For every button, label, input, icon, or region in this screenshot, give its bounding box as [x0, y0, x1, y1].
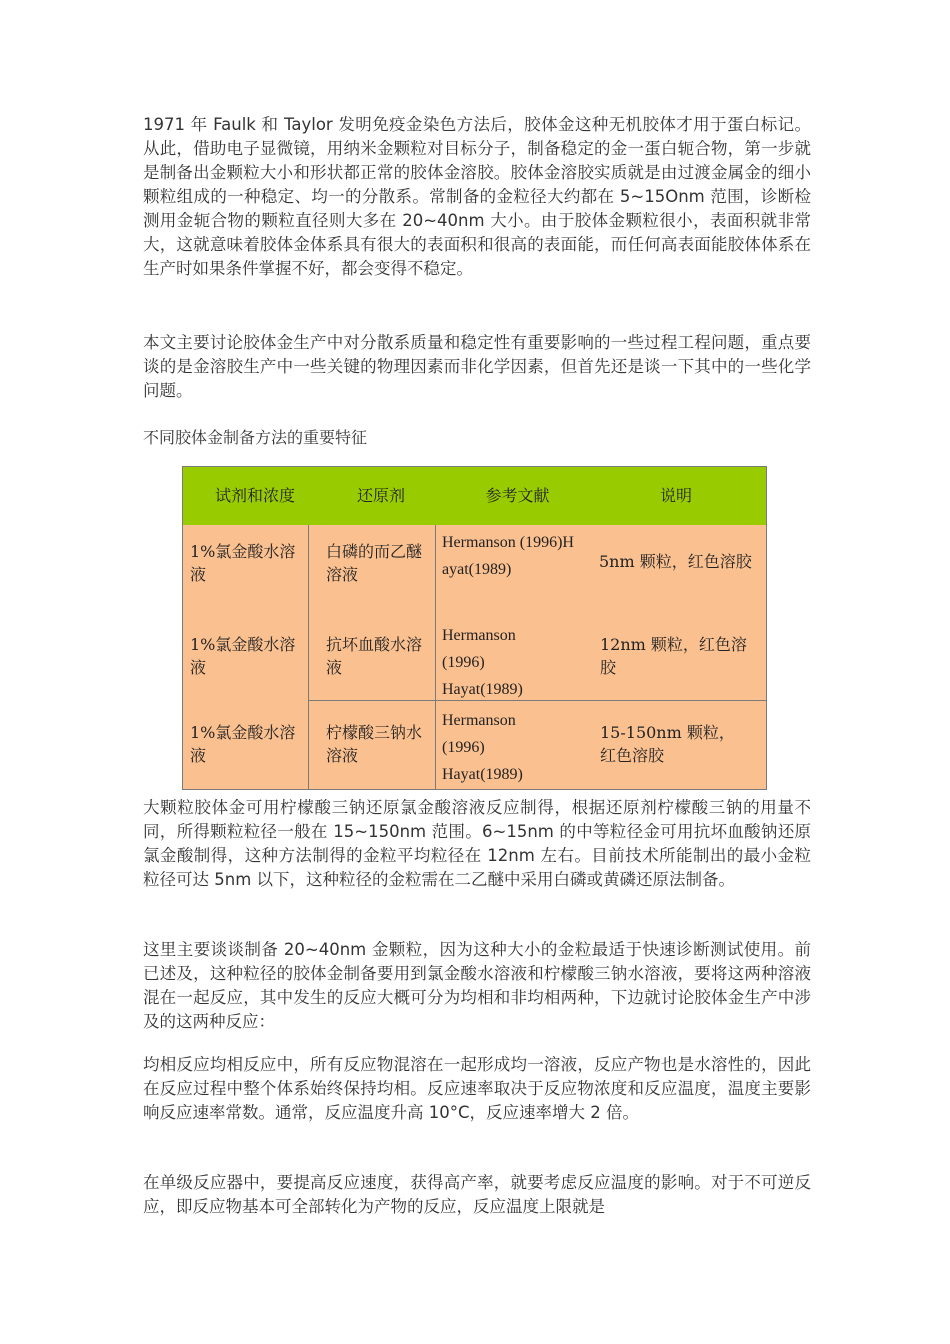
table-cell-reductant: 白磷的而乙醚溶液: [326, 542, 423, 584]
table-cell-reference: Hermanson (1996)Hayat(1989): [442, 534, 574, 578]
paragraph-particle-sizes: 大颗粒胶体金可用柠檬酸三钠还原氯金酸溶液反应制得，根据还原剂柠檬酸三钠的用量不同，所得颗粒粒径一般在 15~150nm 范围。6~15nm 的中等粒径金可用抗坏血酸钠还原氯金酸制得，这种方法制得的金粒平均粒径在 12nm 左右。目前技术所能制出的最小金粒粒径可达 5nm 以下，这种粒径的金粒需在二乙醚中采用白磷或黄磷还原法制备。: [143, 798, 811, 889]
header-reference: 参考文献: [485, 486, 550, 505]
paragraph-reactor: 在单级反应器中，要提高反应速度，获得高产率，就要考虑反应温度的影响。对于不可逆反应，即反应物基本可全部转化为产物的反应，反应温度上限就是: [143, 1173, 811, 1216]
table-caption: 不同胶体金制备方法的重要特征: [143, 428, 368, 447]
table-cell-reductant: 柠檬酸三钠水溶液: [326, 723, 423, 765]
table-cell-reductant: 抗坏血酸水溶液: [326, 635, 423, 677]
paragraph-scope: 本文主要讨论胶体金生产中对分散系质量和稳定性有重要影响的一些过程工程问题，重点要谈的是金溶胶生产中一些关键的物理因素而非化学因素，但首先还是谈一下其中的一些化学问题。: [143, 333, 811, 400]
paragraph-homogeneous-reaction: 均相反应均相反应中，所有反应物混溶在一起形成均一溶液，反应产物也是水溶性的，因此在反应过程中整个体系始终保持均相。反应速率取决于反应物浓度和反应温度，温度主要影响反应速率常数。通常，反应温度升高 10°C，反应速率增大 2 倍。: [143, 1055, 811, 1122]
table-cell-reagent: 1%氯金酸水溶液: [190, 723, 296, 765]
table-cell-note: 12nm 颗粒，红色溶胶: [600, 635, 747, 677]
table-cell-note: 15-150nm 颗粒，红色溶胶: [600, 723, 735, 765]
header-reductant: 还原剂: [356, 486, 405, 505]
table-cell-reference: Hermanson (1996) Hayat(1989): [442, 712, 523, 783]
header-reagent: 试剂和浓度: [214, 486, 295, 505]
table-cell-note: 5nm 颗粒，红色溶胶: [599, 552, 752, 571]
paragraph-preparation: 这里主要谈谈制备 20~40nm 金颗粒，因为这种大小的金粒最适于快速诊断测试使用。前已述及，这种粒径的胶体金制备要用到氯金酸水溶液和柠檬酸三钠水溶液，要将这两种溶液混在一起反应，其中发生的反应大概可分为均相和非均相两种，下边就讨论胶体金生产中涉及的这两种反应：: [143, 940, 811, 1031]
header-note: 说明: [659, 486, 692, 505]
table-cell-reagent: 1%氯金酸水溶液: [190, 542, 296, 584]
column-divider: [435, 525, 436, 789]
table-cell-reference: Hermanson (1996) Hayat(1989): [442, 627, 523, 698]
table-body: [183, 525, 766, 789]
preparation-methods-table: [182, 466, 767, 790]
paragraph-intro: 1971 年 Faulk 和 Taylor 发明免疫金染色方法后，胶体金这种无机胶体才用于蛋白标记。从此，借助电子显微镜，用纳米金颗粒对目标分子，制备稳定的金一蛋白轭合物，第一步就是制备出金颗粒大小和形状都正常的胶体金溶胶。胶体金溶胶实质就是由过渡金属金的细小颗粒组成的一种稳定、均一的分散系。常制备的金粒径大约都在 5~15Onm 范围，诊断检测用金轭合物的颗粒直径则大多在 20~40nm 大小。由于胶体金颗粒很小，表面积就非常大，这就意味着胶体金体系具有很大的表面积和很高的表面能，而任何高表面能胶体体系在生产时如果条件掌握不好，都会变得不稳定。: [143, 115, 811, 278]
column-divider: [308, 525, 309, 789]
table-header-row: [183, 467, 766, 525]
table-cell-reagent: 1%氯金酸水溶液: [190, 635, 296, 677]
